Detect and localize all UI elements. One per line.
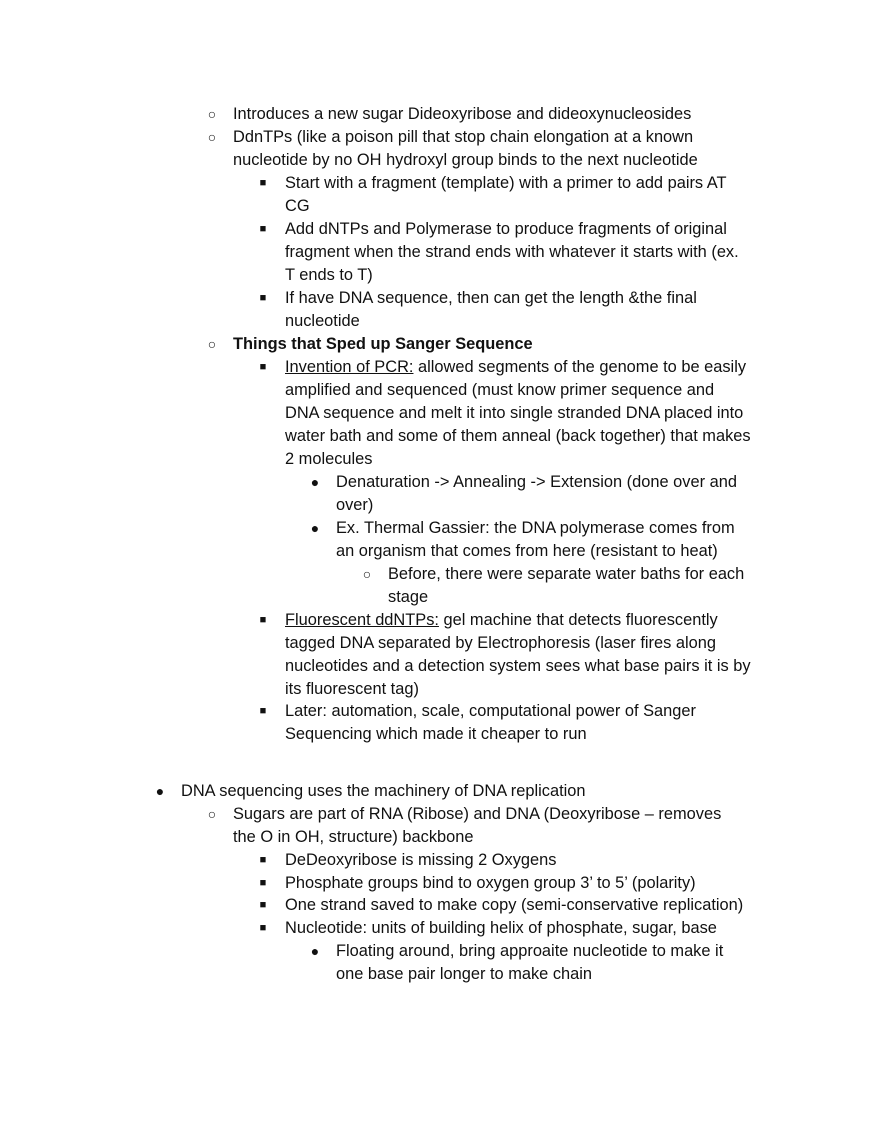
fluorescent-text: gel machine that detects fluorescently xyxy=(438,611,718,629)
pcr-label: Invention of PCR: xyxy=(285,358,414,376)
list-item: nucleotides and a detection system sees what base pairs it is by xyxy=(285,657,751,675)
list-item: Introduces a new sugar Dideoxyribose and dideoxynucleosides xyxy=(233,105,692,123)
list-item: the O in OH, structure) backbone xyxy=(233,828,474,846)
circle-bullet: ○ xyxy=(207,806,217,822)
disc-bullet: ● xyxy=(310,474,320,490)
circle-bullet: ○ xyxy=(207,129,217,145)
square-bullet: ■ xyxy=(259,877,267,889)
list-item: Floating around, bring approaite nucleotide to make it xyxy=(336,942,724,960)
list-item: Sugars are part of RNA (Ribose) and DNA (Deoxyribose – removes xyxy=(233,805,722,823)
list-item: T ends to T) xyxy=(285,266,373,284)
list-item: Start with a fragment (template) with a primer to add pairs AT xyxy=(285,174,727,192)
list-item xyxy=(285,609,718,632)
list-item: Before, there were separate water baths for each xyxy=(388,565,745,583)
disc-bullet: ● xyxy=(310,520,320,536)
list-item: its fluorescent tag) xyxy=(285,680,419,698)
list-item: nucleotide by no OH hydroxyl group binds to the next nucleotide xyxy=(233,151,698,169)
square-bullet: ■ xyxy=(259,292,267,304)
list-item: DNA sequence and melt it into single stranded DNA placed into xyxy=(285,404,744,422)
circle-bullet: ○ xyxy=(207,106,217,122)
list-item: Nucleotide: units of building helix of phosphate, sugar, base xyxy=(285,919,717,937)
list-item: fragment when the strand ends with whatever it starts with (ex. xyxy=(285,243,739,261)
square-bullet: ■ xyxy=(259,614,267,626)
list-item: stage xyxy=(388,588,429,606)
square-bullet: ■ xyxy=(259,922,267,934)
list-item: DeDeoxyribose is missing 2 Oxygens xyxy=(285,851,557,869)
pcr-text: allowed segments of the genome to be easily xyxy=(413,358,747,376)
circle-bullet: ○ xyxy=(207,336,217,352)
square-bullet: ■ xyxy=(259,705,267,717)
list-item: Later: automation, scale, computational power of Sanger xyxy=(285,702,696,720)
list-item: tagged DNA separated by Electrophoresis (laser fires along xyxy=(285,634,716,652)
list-item: DNA sequencing uses the machinery of DNA replication xyxy=(181,782,586,800)
list-item: CG xyxy=(285,197,310,215)
square-bullet: ■ xyxy=(259,899,267,911)
square-bullet: ■ xyxy=(259,223,267,235)
list-item: If have DNA sequence, then can get the length &the final xyxy=(285,289,697,307)
square-bullet: ■ xyxy=(259,177,267,189)
list-item: water bath and some of them anneal (back together) that makes xyxy=(285,427,751,445)
list-item: Sequencing which made it cheaper to run xyxy=(285,725,587,743)
list-item: Phosphate groups bind to oxygen group 3’ to 5’ (polarity) xyxy=(285,874,696,892)
disc-bullet: ● xyxy=(155,783,165,799)
section-heading: Things that Sped up Sanger Sequence xyxy=(233,335,533,353)
list-item: DdnTPs (like a poison pill that stop chain elongation at a known xyxy=(233,128,694,146)
list-item: over) xyxy=(336,496,374,514)
list-item: amplified and sequenced (must know primer sequence and xyxy=(285,381,715,399)
list-item: 2 molecules xyxy=(285,450,373,468)
fluorescent-label: Fluorescent ddNTPs: xyxy=(285,611,439,629)
list-item: an organism that comes from here (resistant to heat) xyxy=(336,542,718,560)
list-item: nucleotide xyxy=(285,312,360,330)
square-bullet: ■ xyxy=(259,854,267,866)
list-item: One strand saved to make copy (semi-conservative replication) xyxy=(285,896,744,914)
list-item: Add dNTPs and Polymerase to produce fragments of original xyxy=(285,220,727,238)
list-item: Denaturation -> Annealing -> Extension (done over and xyxy=(336,473,737,491)
list-item: one base pair longer to make chain xyxy=(336,965,593,983)
disc-bullet: ● xyxy=(310,943,320,959)
list-item xyxy=(285,356,746,379)
circle-bullet: ○ xyxy=(362,566,372,582)
square-bullet: ■ xyxy=(259,361,267,373)
list-item: Ex. Thermal Gassier: the DNA polymerase comes from xyxy=(336,519,735,537)
